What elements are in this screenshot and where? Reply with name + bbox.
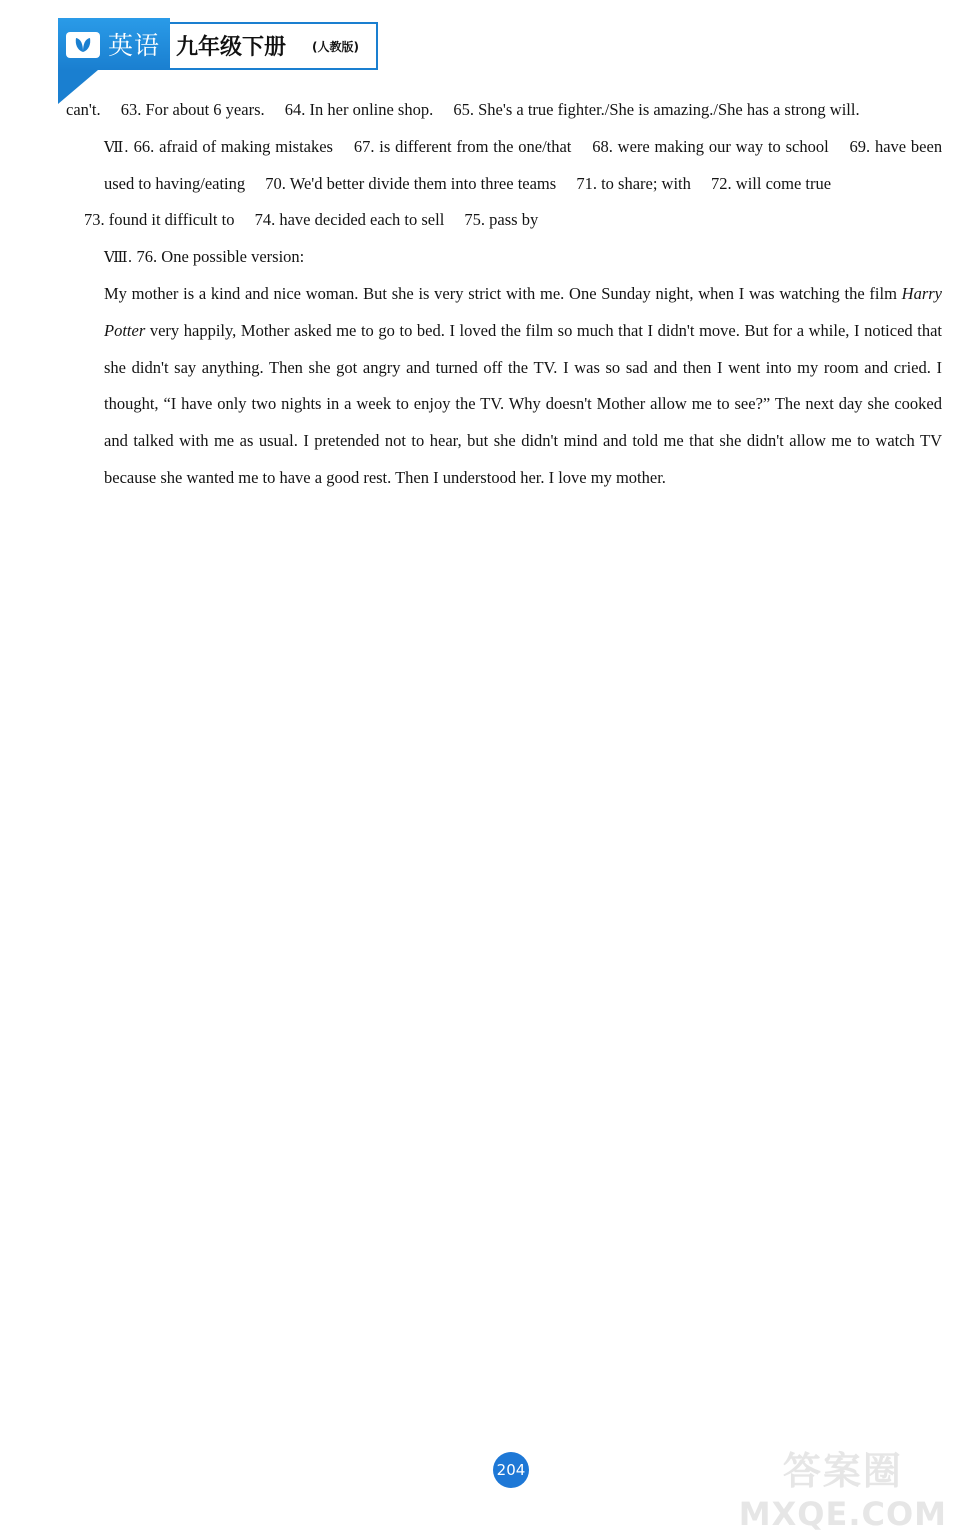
page-header [58, 18, 380, 70]
essay-text-a: My mother is a kind and nice woman. But she is very strict with me. One Sunday night, when I was watching the film [104, 283, 897, 303]
section-8-intro [66, 239, 942, 276]
film-title: Harry Potter [104, 283, 943, 340]
answer-74: 74. have decided each to sell [254, 210, 445, 230]
answer-69-number: 69. [849, 136, 871, 156]
watermark-logo [739, 1440, 947, 1533]
leaf-book-icon [66, 32, 100, 58]
grade-box [170, 22, 378, 70]
edition-label: (人教版) [312, 40, 359, 54]
answer-line-73-75 [66, 202, 942, 239]
answer-65: 65. She's a true fighter./She is amazing./She has a strong will. [453, 100, 860, 119]
subject-banner [58, 18, 170, 70]
answer-66: 66. afraid of making mistakes [133, 136, 333, 156]
answer-line-1 [66, 92, 942, 129]
answer-71: 71. to share; with [576, 173, 691, 193]
grade-title: 九年级下册 [176, 35, 287, 60]
answer-75: 75. pass by [464, 210, 539, 230]
answer-73: 73. found it difficult to [84, 210, 235, 230]
essay-text-b: very happily, Mother asked me to go to bed. I loved the film so much that I didn't move. But for a while, I noticed that she didn't say anything. Then she got angry and turned off the TV. I was so sad and then I went into my room and cried. I thought, “I have only two nights in a week to enjoy the TV. Why doesn't Mother allow me to see?” The next day she cooked and talked with me as usual. I pretended not to hear, but she didn't mind and told me that she didn't allow me to watch TV because she wanted me to have a good rest. Then I understood her. I love my mother. [104, 320, 942, 487]
watermark-cn: 答案圈 [782, 1449, 903, 1493]
answer-content [66, 92, 942, 497]
essay-intro: 76. One possible version: [136, 247, 305, 267]
answer-69: have been used to having/eating [104, 136, 943, 193]
section-7-label: Ⅶ. [104, 137, 129, 156]
answer-67: 67. is different from the one/that [353, 136, 572, 156]
section-8-label: Ⅷ. [104, 248, 133, 267]
subject-title: 英语 [108, 31, 161, 60]
answer-70: 70. We'd better divide them into three teams [265, 173, 557, 193]
answer-72: 72. will come true [711, 173, 832, 193]
answer-62: can't. [66, 100, 101, 119]
answer-63: 63. For about 6 years. [120, 100, 265, 119]
section-7-block [66, 129, 942, 203]
answer-64: 64. In her online shop. [284, 100, 434, 119]
watermark-en: MXQE.COM [738, 1495, 947, 1533]
essay-paragraph [66, 276, 942, 497]
answer-68: 68. were making our way to school [592, 136, 829, 156]
page-number: 204 [493, 1452, 529, 1488]
